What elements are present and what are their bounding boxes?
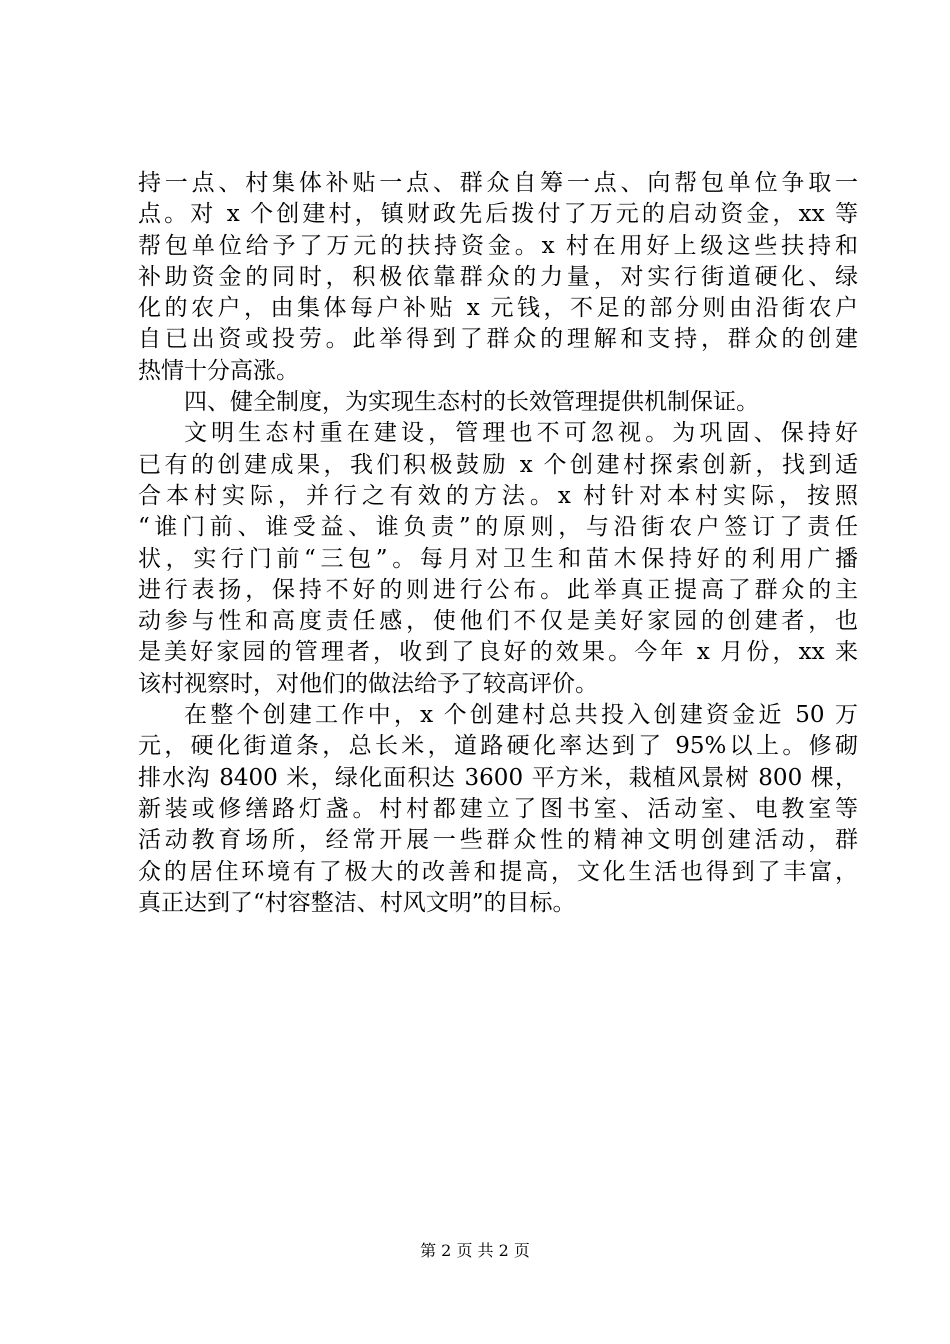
paragraph-3-line: 状，实行门前“三包”。每月对卫生和苗木保持好的利用广播	[138, 545, 858, 572]
paragraph-3-line: 进行表扬，保持不好的则进行公布。此举真正提高了群众的主	[138, 576, 858, 603]
paragraph-4-line: 元，硬化街道条，总长米，道路硬化率达到了 95%以上。修砌	[138, 733, 858, 760]
paragraph-1-line: 点。对 x 个创建村，镇财政先后拨付了万元的启动资金，xx 等	[138, 201, 858, 228]
paragraph-3-line: 该村视察时，对他们的做法给予了较高评价。	[138, 670, 598, 697]
paragraph-4-line: 活动教育场所，经常开展一些群众性的精神文明创建活动，群	[138, 827, 858, 854]
paragraph-3-line: 是美好家园的管理者，收到了良好的效果。今年 x 月份，xx 来	[138, 639, 858, 666]
paragraph-1-line: 自已出资或投劳。此举得到了群众的理解和支持，群众的创建	[138, 326, 858, 353]
paragraph-1-line: 热情十分高涨。	[138, 357, 299, 384]
paragraph-3-line: 动参与性和高度责任感，使他们不仅是美好家园的创建者，也	[138, 608, 858, 635]
paragraph-3-line: 文明生态村重在建设，管理也不可忽视。为巩固、保持好	[184, 420, 858, 447]
page-footer: 第 2 页 共 2 页	[420, 1241, 530, 1260]
paragraph-3-line: 合本村实际，并行之有效的方法。x 村针对本村实际，按照	[138, 482, 858, 509]
paragraph-1-line: 补助资金的同时，积极依靠群众的力量，对实行街道硬化、绿	[138, 263, 858, 290]
paragraph-1-line: 持一点、村集体补贴一点、群众自筹一点、向帮包单位争取一	[138, 170, 858, 196]
paragraph-1-line: 化的农户，由集体每户补贴 x 元钱，不足的部分则由沿街农户	[138, 295, 858, 322]
paragraph-1-line: 帮包单位给予了万元的扶持资金。x 村在用好上级这些扶持和	[138, 232, 858, 259]
paragraph-4-line: 真正达到了“村容整洁、村风文明”的目标。	[138, 889, 576, 916]
paragraph-4-line: 排水沟 8400 米，绿化面积达 3600 平方米，栽植风景树 800 棵，	[138, 764, 858, 791]
paragraph-4-line: 在整个创建工作中，x 个创建村总共投入创建资金近 50 万	[184, 702, 858, 729]
paragraph-4-line: 众的居住环境有了极大的改善和提高，文化生活也得到了丰富，	[138, 858, 858, 885]
paragraph-3-line: “谁门前、谁受益、谁负责”的原则，与沿街农户签订了责任	[138, 514, 858, 541]
body-text	[138, 168, 858, 919]
paragraph-2-line: 四、健全制度，为实现生态村的长效管理提供机制保证。	[184, 389, 759, 416]
paragraph-3-line: 已有的创建成果，我们积极鼓励 x 个创建村探索创新，找到适	[138, 451, 858, 478]
paragraph-4-line: 新装或修缮路灯盏。村村都建立了图书室、活动室、电教室等	[138, 795, 858, 822]
